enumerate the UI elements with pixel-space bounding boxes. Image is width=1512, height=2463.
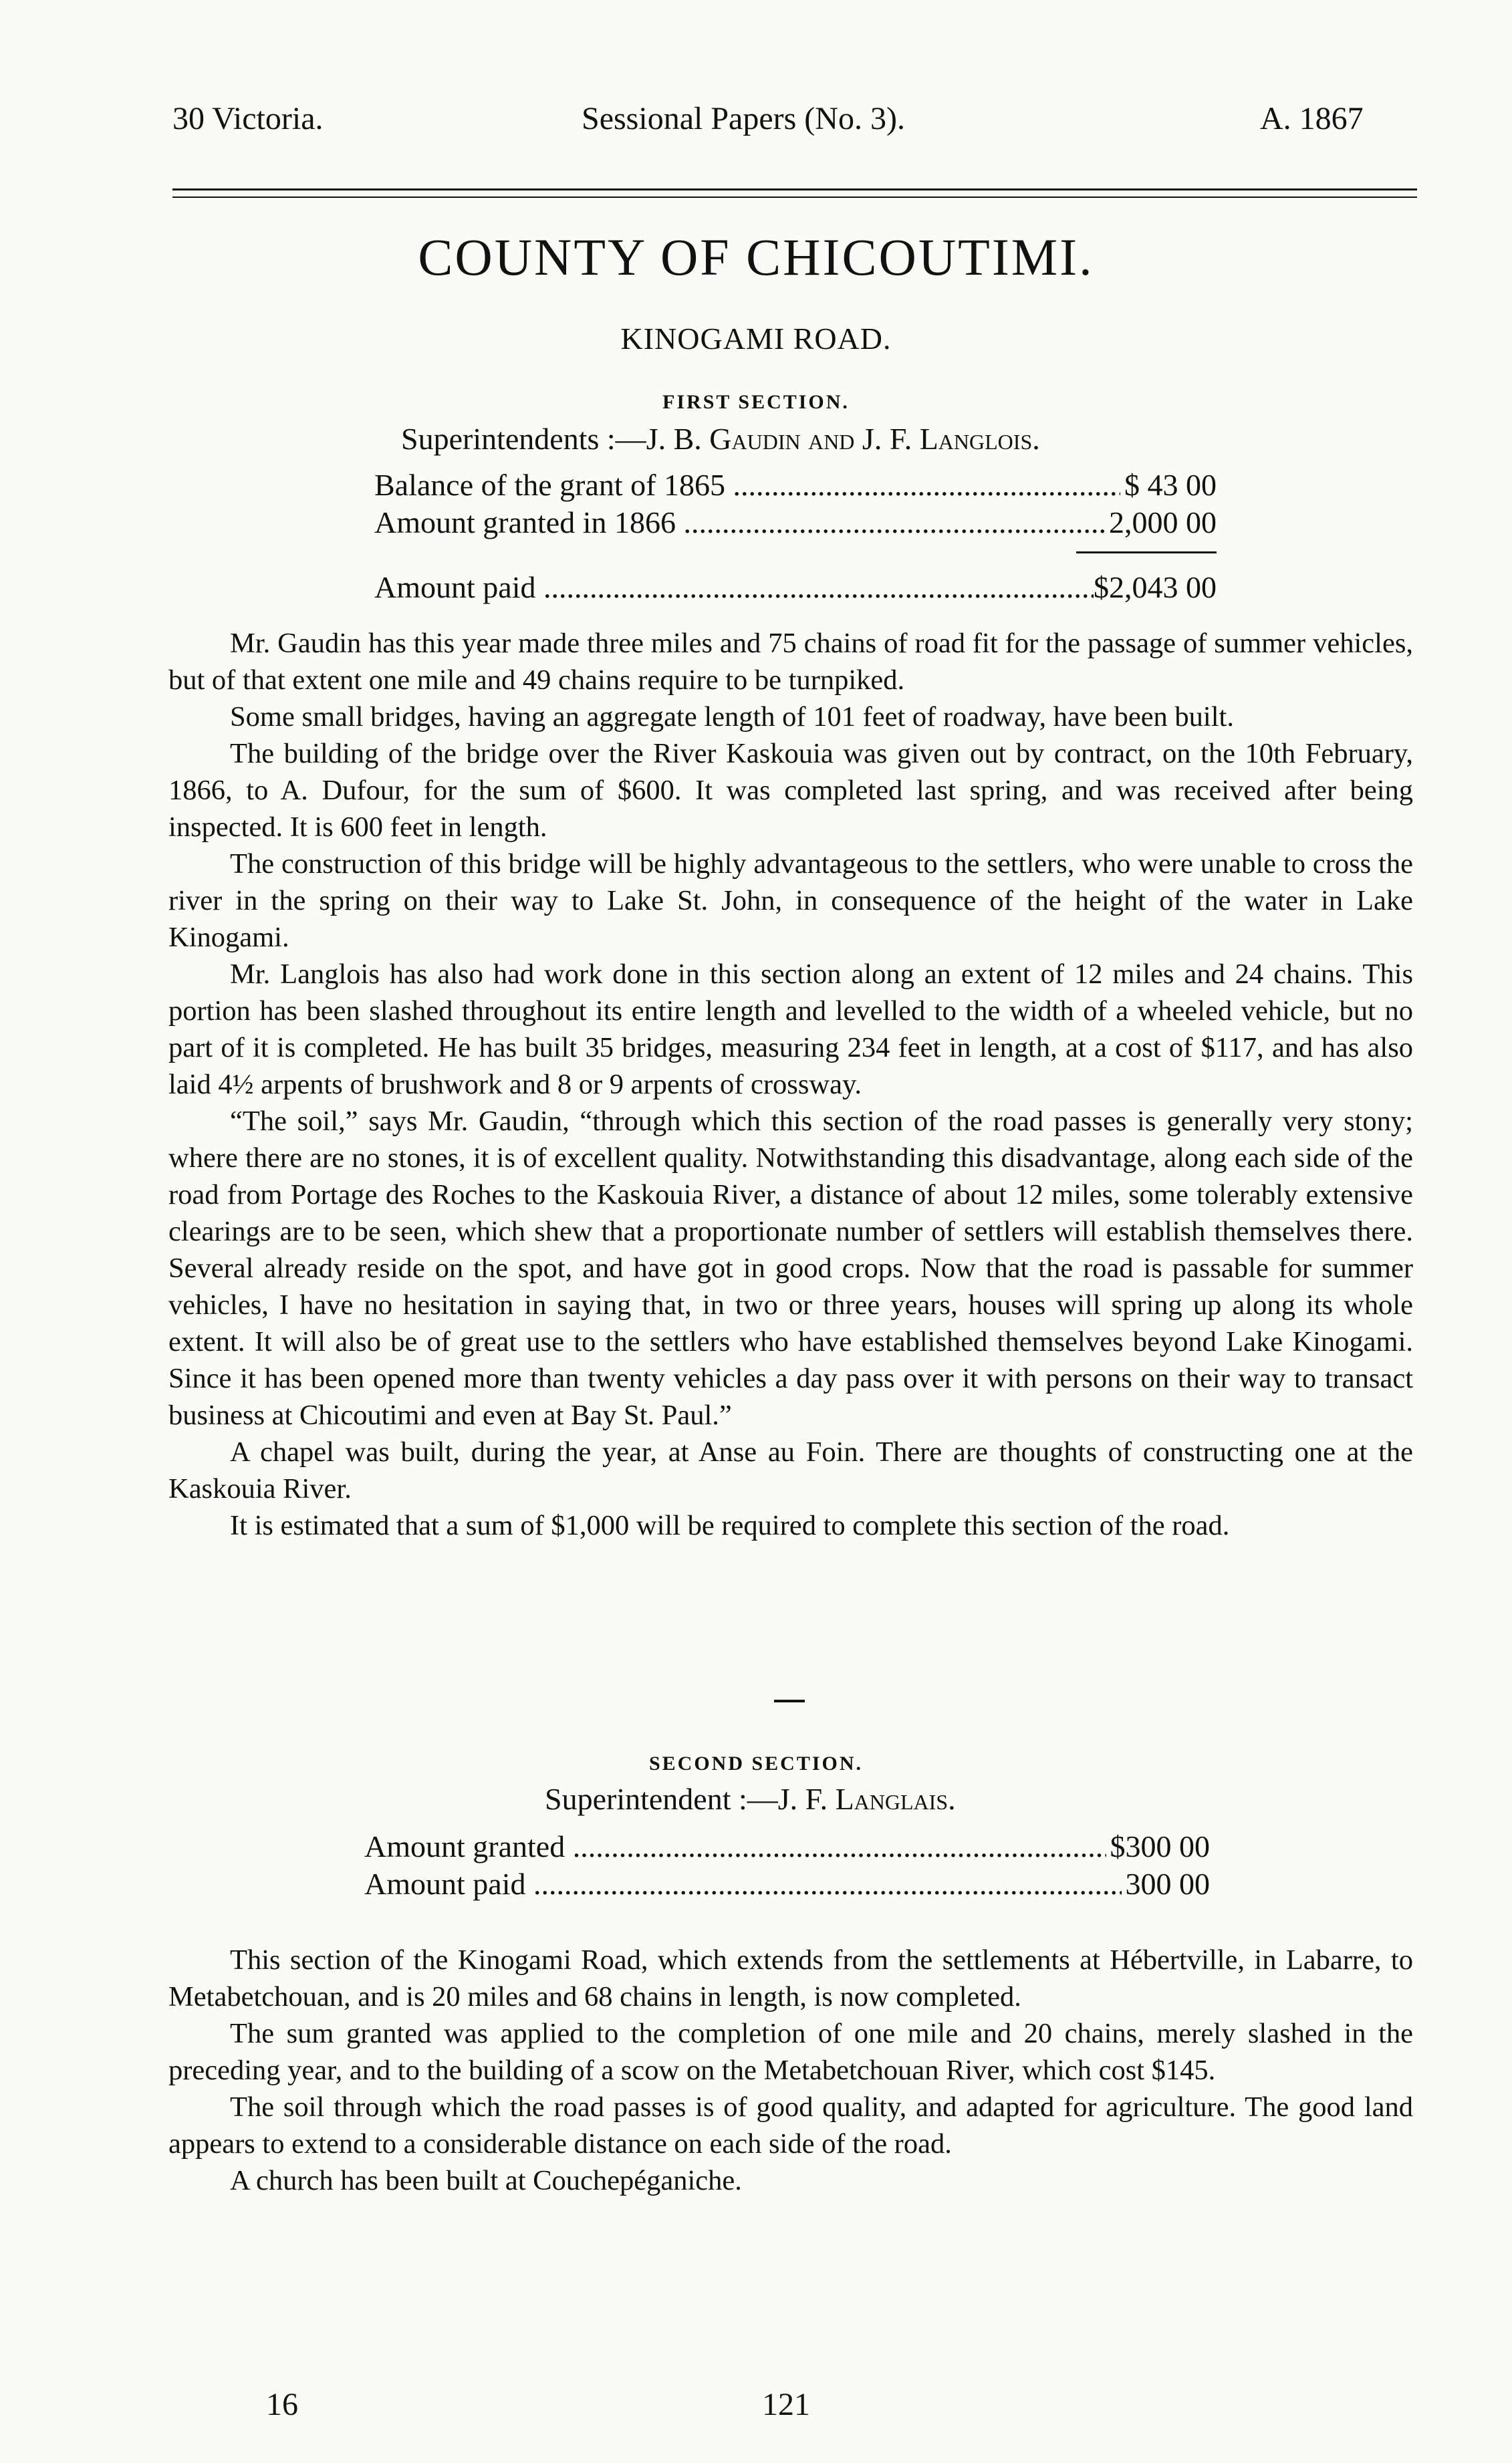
- superintendent-prefix: Superintendent :—: [545, 1782, 778, 1816]
- ledger-label: Amount granted .....: [364, 1828, 1106, 1865]
- second-section-superintendent: [545, 1781, 956, 1817]
- page-subtitle: KINOGAMI ROAD.: [620, 321, 892, 356]
- second-section-body: [168, 1942, 1413, 2199]
- ledger-total-rule: [1076, 551, 1217, 553]
- second-section-heading: SECOND SECTION.: [648, 1753, 864, 1775]
- superintendent-name: J. F. Langlais.: [777, 1782, 956, 1816]
- superintendents-names: J. B. Gaudin and J. F. Langlois.: [646, 422, 1040, 456]
- ledger-total-row: [374, 569, 1217, 605]
- ledger-row: [374, 467, 1217, 504]
- paragraph: This section of the Kinogami Road, which extends from the settlements at Hébertville, in Labarre, to Metabetchouan, and is 20 miles and 68 chains in length, is now completed.: [168, 1944, 1413, 2013]
- page-title: COUNTY OF CHICOUTIMI.: [418, 228, 1094, 286]
- ledger-row: [364, 1828, 1210, 1865]
- paragraph: Mr. Gaudin has this year made three miles and 75 chains of road fit for the passage of summer vehicles, but of that extent one mile and 49 chains require to be turnpiked.: [168, 628, 1413, 696]
- ledger-amount: 2,000 00: [1109, 505, 1217, 539]
- ledger-label: Amount granted in 1866 .....: [374, 504, 1105, 541]
- ledger-amount: 300 00: [1125, 1867, 1210, 1901]
- paragraph: The soil through which the road passes is of good quality, and adapted for agriculture. The good land appears to extend to a considerable distance on each side of the road.: [168, 2091, 1413, 2160]
- paragraph: It is estimated that a sum of $1,000 will be required to complete this section of the road.: [230, 1510, 1230, 1541]
- first-section-body: [168, 625, 1413, 1544]
- paragraph: A church has been built at Couchepéganiche.: [230, 2165, 742, 2196]
- section-divider: [774, 1700, 805, 1702]
- paragraph: The construction of this bridge will be highly advantageous to the settlers, who were unable to cross the river in the spring on their way to Lake St. John, in consequence of the height of the water in Lake Kinogami.: [168, 848, 1413, 953]
- superintendents-prefix: Superintendents :—: [401, 422, 646, 456]
- ledger-label: Balance of the grant of 1865 .....: [374, 467, 1120, 504]
- second-section-ledger: [364, 1828, 1210, 1903]
- first-section-superintendents: [401, 421, 1040, 457]
- paragraph: The building of the bridge over the River Kaskouia was given out by contract, on the 10th February, 1866, to A. Dufour, for the sum of $600. It was completed last spring, and was received after being inspected. It is 600 feet in length.: [168, 738, 1413, 843]
- ledger-row: [374, 504, 1217, 541]
- first-section-ledger: [374, 467, 1217, 541]
- running-header-center: Sessional Papers (No. 3).: [582, 101, 905, 136]
- signature-mark: 16: [266, 2387, 298, 2422]
- page-number: 121: [762, 2387, 810, 2422]
- ledger-amount: $300 00: [1110, 1829, 1210, 1863]
- ledger-amount: $ 43 00: [1124, 468, 1217, 502]
- header-rule: [172, 188, 1417, 190]
- header-rule-thin: [172, 197, 1417, 198]
- running-header-right: A. 1867: [1260, 101, 1364, 136]
- paragraph: “The soil,” says Mr. Gaudin, “through which this section of the road passes is generally very stony; where there are no stones, it is of excellent quality. Notwithstanding this disadvantage, along each side of the road from Portage des Roches to the Kaskouia River, a distance of about 12 miles, some tolerably extensive clearings are to be seen, which shew that a proportionate number of settlers will establish themselves there. Several already reside on the spot, and have got in good crops. Now that the road is passable for summer vehicles, I have no hesitation in saying that, in two or three years, houses will spring up along its whole extent. It will also be of great use to the settlers who have established themselves beyond Lake Kinogami. Since it has been opened more than twenty vehicles a day pass over it with persons on their way to transact business at Chicoutimi and even at Bay St. Paul.”: [168, 1106, 1413, 1431]
- ledger-total-label: Amount paid .....: [374, 569, 1094, 605]
- ledger-label: Amount paid .....: [364, 1865, 1122, 1903]
- ledger-row: [364, 1865, 1210, 1903]
- paragraph: A chapel was built, during the year, at Anse au Foin. There are thoughts of constructing one at the Kaskouia River.: [168, 1436, 1413, 1505]
- ledger-total-amount: $2,043 00: [1094, 570, 1217, 604]
- paragraph: Mr. Langlois has also had work done in this section along an extent of 12 miles and 24 chains. This portion has been slashed throughout its entire length and levelled to the width of a wheeled vehicle, but no part of it is completed. He has built 35 bridges, measuring 234 feet in length, at a cost of $117, and has also laid 4½ arpents of brushwork and 8 or 9 arpents of crossway.: [168, 958, 1413, 1100]
- paragraph: Some small bridges, having an aggregate length of 101 feet of roadway, have been built.: [230, 701, 1234, 733]
- running-header-left: 30 Victoria.: [172, 101, 324, 136]
- first-section-heading: FIRST SECTION.: [662, 391, 850, 413]
- paragraph: The sum granted was applied to the completion of one mile and 20 chains, merely slashed in the preceding year, and to the building of a scow on the Metabetchouan River, which cost $145.: [168, 2018, 1413, 2086]
